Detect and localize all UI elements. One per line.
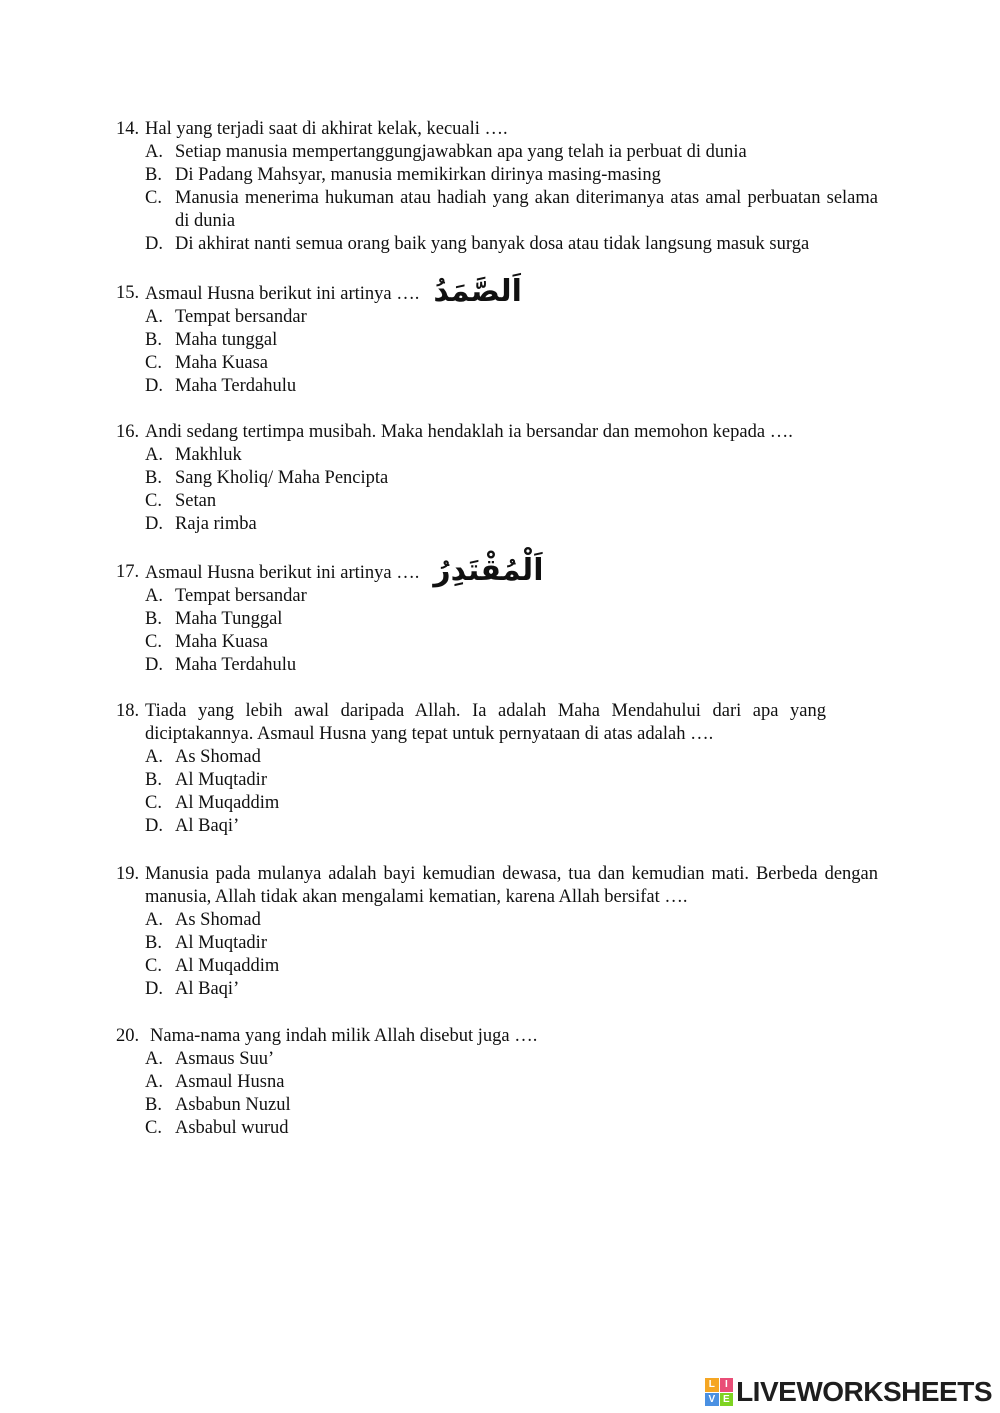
option-text: Al Muqtadir (175, 770, 267, 790)
option-letter: A. (145, 586, 163, 606)
answer-option[interactable] (145, 654, 878, 677)
answer-option[interactable] (145, 955, 878, 978)
question-text: Asmaul Husna berikut ini artinya …. (145, 284, 420, 304)
answer-option[interactable] (145, 467, 878, 490)
option-letter: B. (145, 165, 162, 185)
answer-option[interactable] (145, 352, 878, 375)
answer-option[interactable] (145, 769, 878, 792)
option-letter: A. (145, 445, 163, 465)
option-letter: C. (145, 491, 162, 511)
liveworksheets-logo[interactable] (705, 1376, 992, 1408)
answer-option[interactable] (145, 329, 878, 352)
option-letter: C. (145, 188, 162, 208)
option-letter: A. (145, 142, 163, 162)
answer-options (145, 306, 878, 398)
option-letter: A. (145, 1072, 163, 1092)
option-text: Maha tunggal (175, 330, 278, 350)
answer-option[interactable] (145, 490, 878, 513)
answer-option[interactable] (145, 306, 878, 329)
answer-option[interactable] (145, 746, 878, 769)
option-letter: A. (145, 1049, 163, 1069)
answer-option[interactable] (145, 513, 878, 536)
logo-tile: L (705, 1378, 719, 1392)
option-letter: D. (145, 979, 163, 999)
option-text: Al Muqaddim (175, 793, 280, 813)
answer-options (145, 444, 878, 536)
answer-option[interactable] (145, 1048, 878, 1071)
option-letter: D. (145, 234, 163, 254)
option-text: Setan (175, 491, 217, 511)
option-letter: A. (145, 747, 163, 767)
logo-text: LIVEWORKSHEETS (736, 1376, 992, 1407)
question-number: 17. (116, 562, 140, 582)
option-text: Maha Tunggal (175, 609, 283, 629)
answer-option[interactable] (145, 585, 878, 608)
answer-option[interactable] (145, 932, 878, 955)
question-16 (116, 421, 878, 536)
option-text: Asmaus Suu’ (175, 1049, 275, 1069)
option-letter: A. (145, 910, 163, 930)
answer-option[interactable] (145, 1117, 878, 1140)
option-letter: B. (145, 1095, 162, 1115)
arabic-asmaul-husna: اَلصَّمَدُ (433, 274, 522, 309)
answer-option[interactable] (145, 444, 878, 467)
option-letter: C. (145, 1118, 162, 1138)
answer-options (145, 909, 878, 1001)
option-text: Al Muqaddim (175, 956, 280, 976)
option-letter: D. (145, 816, 163, 836)
question-18 (116, 700, 878, 838)
option-text: Al Baqi’ (175, 979, 240, 999)
option-text: Maha Kuasa (175, 632, 268, 652)
option-text: Asmaul Husna (175, 1072, 285, 1092)
option-text: As Shomad (175, 910, 261, 930)
logo-tile: V (705, 1393, 719, 1407)
question-text-wrapper (145, 553, 878, 588)
question-17 (116, 553, 878, 677)
question-number: 18. (116, 701, 140, 721)
option-letter: C. (145, 353, 162, 373)
answer-option[interactable] (145, 164, 878, 187)
question-19 (116, 863, 878, 1001)
option-text: Makhluk (175, 445, 242, 465)
option-text: Maha Terdahulu (175, 655, 297, 675)
option-text: Tempat bersandar (175, 586, 307, 606)
answer-option[interactable] (145, 631, 878, 654)
question-number: 15. (116, 283, 140, 303)
answer-option[interactable] (145, 792, 878, 815)
option-text: Setiap manusia mempertanggungjawabkan apa yang telah ia perbuat di dunia (175, 142, 747, 162)
option-letter: C. (145, 956, 162, 976)
option-letter: D. (145, 655, 163, 675)
option-letter: C. (145, 632, 162, 652)
option-letter: B. (145, 770, 162, 790)
option-text: Maha Kuasa (175, 353, 268, 373)
answer-option[interactable] (145, 909, 878, 932)
option-text: Asbabun Nuzul (175, 1095, 291, 1115)
option-text: As Shomad (175, 747, 261, 767)
question-15 (116, 274, 878, 398)
question-number: 14. (116, 119, 140, 139)
answer-option[interactable] (145, 608, 878, 631)
logo-mark-icon (705, 1378, 733, 1406)
logo-tile: E (720, 1393, 734, 1407)
answer-options (145, 141, 878, 256)
answer-options (145, 746, 878, 838)
option-text: Al Baqi’ (175, 816, 240, 836)
question-20 (116, 1025, 878, 1140)
question-text: Hal yang terjadi saat di akhirat kelak, kecuali …. (145, 119, 508, 139)
question-text: Andi sedang tertimpa musibah. Maka hendaklah ia bersandar dan memohon kepada …. (145, 422, 793, 442)
arabic-asmaul-husna: اَلْمُقْتَدِرُ (433, 553, 544, 588)
option-letter: D. (145, 514, 163, 534)
option-letter: A. (145, 307, 163, 327)
question-text: Manusia pada mulanya adalah bayi kemudian dewasa, tua dan kemudian mati. Berbeda dengan manusia, Allah tidak akan mengalami kematian, karena Allah bersifat …. (145, 864, 878, 907)
option-letter: B. (145, 468, 162, 488)
option-letter: C. (145, 793, 162, 813)
option-text: Asbabul wurud (175, 1118, 289, 1138)
option-letter: B. (145, 609, 162, 629)
option-letter: D. (145, 376, 163, 396)
answer-option[interactable] (145, 1071, 878, 1094)
option-text: Sang Kholiq/ Maha Pencipta (175, 468, 389, 488)
answer-option[interactable] (145, 375, 878, 398)
question-text: Nama-nama yang indah milik Allah disebut juga …. (150, 1026, 538, 1046)
question-number: 16. (116, 422, 140, 442)
question-text: Tiada yang lebih awal daripada Allah. Ia adalah Maha Mendahului dari apa yang diciptakannya. Asmaul Husna yang tepat untuk pernyataan di atas adalah …. (145, 701, 826, 744)
option-letter: B. (145, 933, 162, 953)
question-text: Asmaul Husna berikut ini artinya …. (145, 563, 420, 583)
answer-option[interactable] (145, 978, 878, 1001)
answer-option[interactable] (145, 141, 878, 164)
answer-option[interactable] (145, 187, 878, 233)
answer-options (145, 585, 878, 677)
option-text: Di Padang Mahsyar, manusia memikirkan dirinya masing-masing (175, 165, 661, 185)
answer-option[interactable] (145, 233, 878, 256)
answer-option[interactable] (145, 815, 878, 838)
question-14 (116, 118, 878, 256)
option-text: Al Muqtadir (175, 933, 267, 953)
option-text: Tempat bersandar (175, 307, 307, 327)
question-number: 19. (116, 864, 140, 884)
option-text: Raja rimba (175, 514, 257, 534)
answer-options (145, 1048, 878, 1140)
option-text: Manusia menerima hukuman atau hadiah yang akan diterimanya atas amal perbuatan selama di dunia (175, 188, 878, 231)
question-text-wrapper (145, 274, 878, 309)
option-letter: B. (145, 330, 162, 350)
option-text: Maha Terdahulu (175, 376, 297, 396)
answer-option[interactable] (145, 1094, 878, 1117)
logo-tile: I (720, 1378, 734, 1392)
question-number: 20. (116, 1026, 140, 1046)
option-text: Di akhirat nanti semua orang baik yang banyak dosa atau tidak langsung masuk surga (175, 234, 810, 254)
